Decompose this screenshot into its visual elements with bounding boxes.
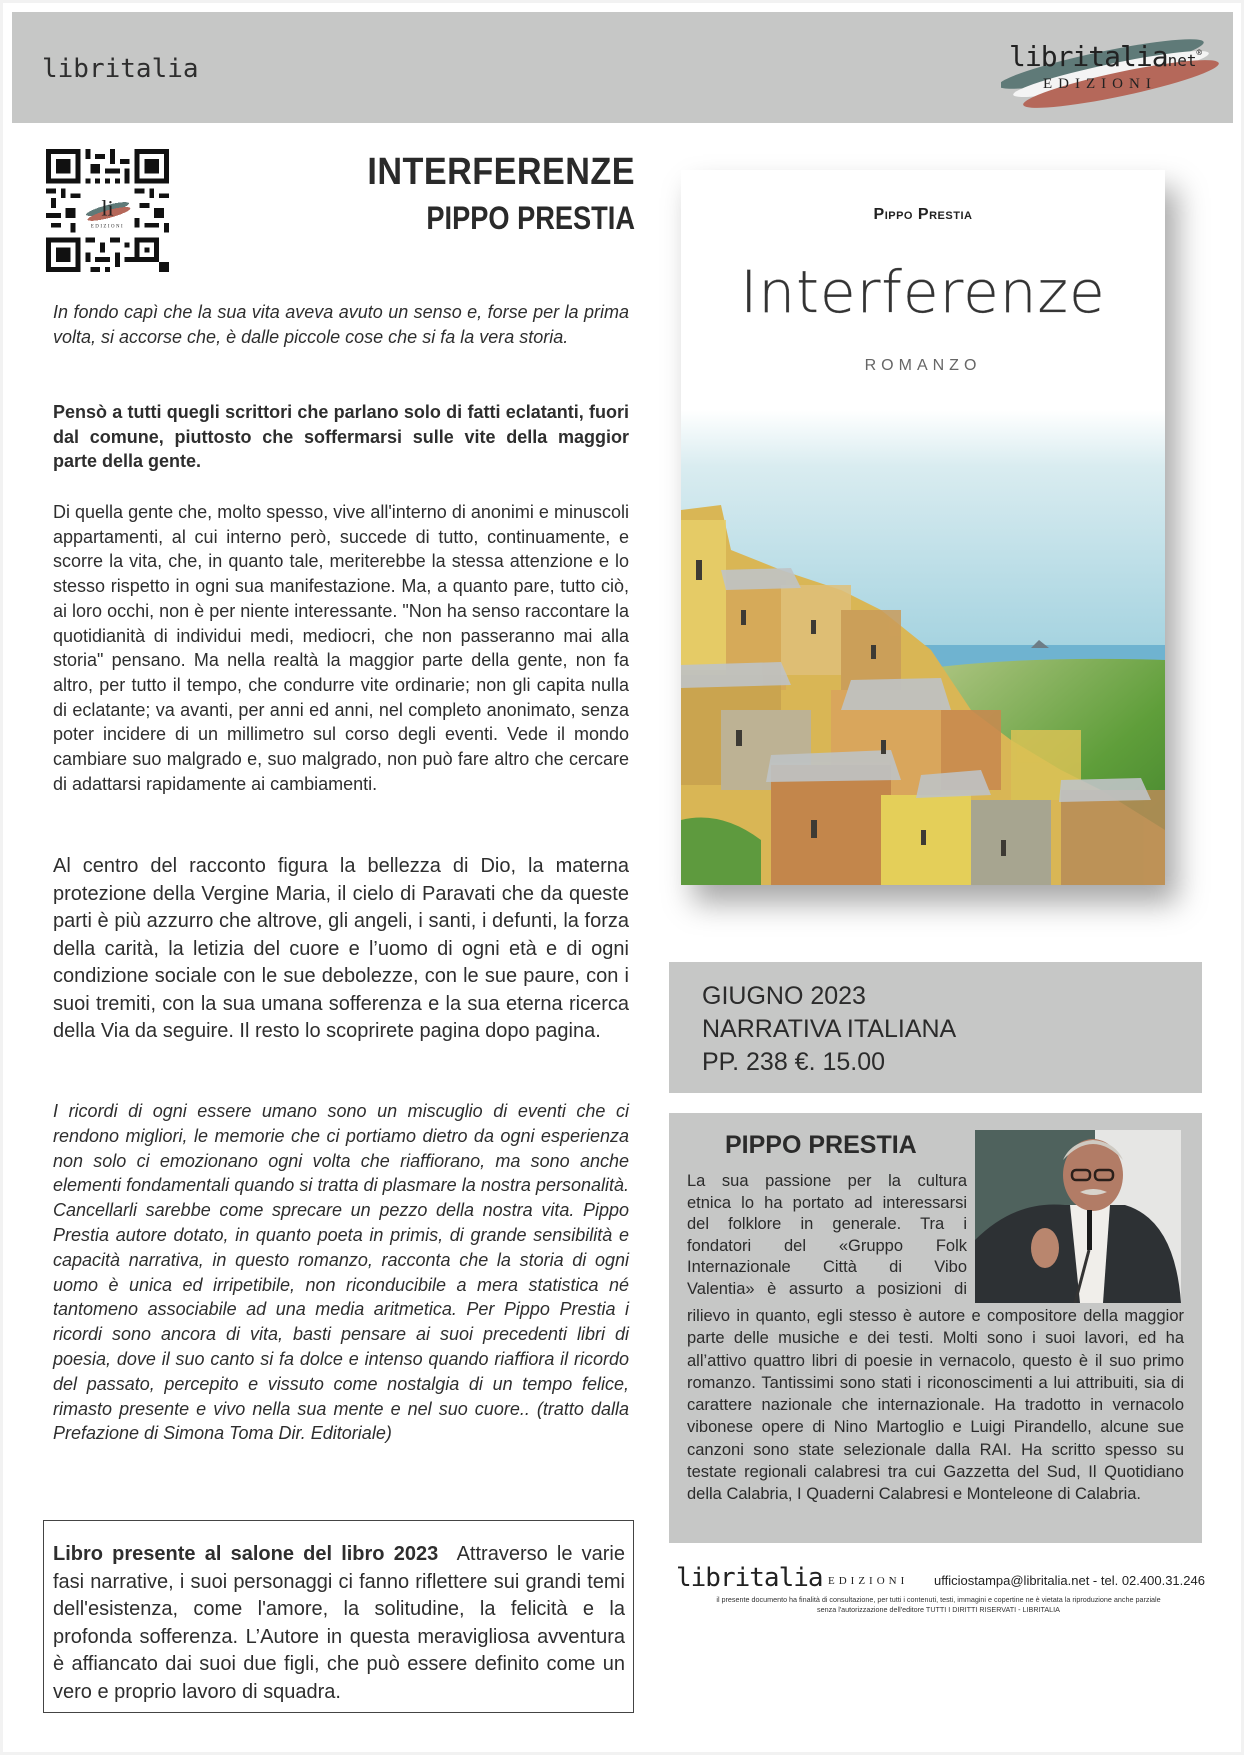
svg-text:EDIZIONI: EDIZIONI bbox=[90, 224, 125, 230]
salone-text: Attraverso le varie fasi narrative, i suoi personaggi ci fanno riflettere sui grandi temi dell'esistenza, come l'amore, la solitudine, la felicità e la profonda sofferenza. L’Autore in questa meravigliosa avventura è affiancato dai suoi due figli, che può essere definito come un vero e proprio lavoro di squadra. bbox=[53, 1543, 625, 1703]
logo-wordmark: libritalianet® bbox=[1009, 40, 1201, 73]
cover-author: Pippo Prestia bbox=[873, 206, 973, 223]
publisher-logo bbox=[1001, 22, 1221, 112]
document-page bbox=[3, 3, 1241, 1752]
footer-tagline: EDIZIONI bbox=[828, 1575, 909, 1587]
bio-author-name: PIPPO PRESTIA bbox=[725, 1131, 917, 1159]
bio-top-text: La sua passione per la cultura etnica lo ha portato ad interessarsi del folklore in generale. Tra i fondatori del «Gruppo Folk Internazionale Città di Vibo Valentia» è assurto a posizioni di bbox=[687, 1172, 967, 1298]
preface-paragraph: I ricordi di ogni essere umano sono un miscuglio di eventi che ci rendono migliori, le memorie che ci portiamo dietro da ogni esperienza non solo ci emozionano ogni volta che riaffiorano, ma sono anche elementi fondamentali quando si tratta di plasmare la nostra personalità. Cancellarli sarebbe come sprecare un pezzo della nostra vita. Pippo Prestia autore dotato, in quanto poeta in primis, di grande sensibilità e capacità narrativa, in questo romanzo, racconta che la storia di ogni uomo è unica ed irripetibile, non riconducibile a mera statistica né tantomeno associabile ad una media aritmetica. Per Pippo Prestia i ricordi sono ancora di vita, basti pensare ai suoi precedenti libri di poesia, dove il suo canto si fa dolce e intenso quando riaffiora il ricordo del passato, percepito e vissuto come nostalgia di un tempo felice, rimasto presente e vivo nella sua mente e nel suo cuore.. (tratto dalla Prefazione di Simona Toma Dir. Editoriale) bbox=[53, 1101, 629, 1444]
cover-painting-image bbox=[681, 410, 1165, 885]
publication-date: GIUGNO 2023 bbox=[702, 982, 866, 1010]
pages-price: PP. 238 €. 15.00 bbox=[702, 1048, 886, 1076]
author-bio-box bbox=[669, 1113, 1202, 1543]
bio-rest-text: rilievo in quanto, egli stesso è autore e compositore della maggior parte delle musiche e dei testi. Molti sono i suoi lavori, ed ha all’attivo quattro libri di poesie in vernacolo, questo è il suo primo romanzo. Tantissimi sono stati i riconoscimenti a lui attribuiti, sia di carattere nazionale che internazionale. Ha tradotto in vernacolo vibonese opere di Nino Martoglio e Luigi Pirandello, alcune sue canzoni sono state selezionale dalla RAI. Ha scritto spesso su testate regionali calabresi tra cui Gazzetta del Sud, Il Quotidiano della Calabria, I Quaderni Calabresi e Monteleone di Calabria. bbox=[687, 1307, 1184, 1504]
publication-genre: NARRATIVA ITALIANA bbox=[702, 1015, 957, 1043]
author-photo bbox=[975, 1130, 1181, 1303]
publication-info-box bbox=[669, 962, 1202, 1093]
footer-legal: il presente documento ha finalità di consultazione, per tutti i contenuti, testi, immagini e copertine ne è vietata la riproduzione anche parziale senza l'autorizzazione dell'editore TUTTI I DIRITTI RISERVATI - LIBRITALIA bbox=[716, 1595, 1161, 1614]
footer-logo: libritalia bbox=[676, 1563, 823, 1593]
intro-paragraph: In fondo capì che la sua vita aveva avuto un senso e, forse per la prima volta, si accorse che, è dalle piccole cose che si fa la vera storia. bbox=[53, 302, 629, 347]
qr-code-icon bbox=[46, 148, 169, 273]
header-band bbox=[12, 12, 1233, 123]
cover-title: Interferenze bbox=[740, 258, 1106, 326]
book-author: PIPPO PRESTIA bbox=[426, 200, 635, 236]
center-paragraph: Al centro del racconto figura la bellezza di Dio, la materna protezione della Vergine Maria, il cielo di Paravati che da queste parti è più azzurro che altrove, gli angeli, i santi, i defunti, la forza della carità, la letizia del cuore e l’uomo di ogni età e di ogni condizione sociale con le sue debolezze, con le sue paure, con i suoi tremiti, con la sua umana sofferenza e la sua eterna ricerca della Via da seguire. Il resto lo scoprirete pagina dopo pagina. bbox=[53, 855, 629, 1042]
qr-code[interactable] bbox=[46, 148, 169, 273]
bold-paragraph: Pensò a tutti quegli scrittori che parlano solo di fatti eclatanti, fuori dal comune, piuttosto che soffermarsi sulle vite della maggior parte della gente. bbox=[53, 402, 629, 472]
footer-contact[interactable]: ufficiostampa@libritalia.net - tel. 02.400.31.246 bbox=[934, 1573, 1205, 1588]
header-brand: libritalia bbox=[42, 54, 199, 84]
book-title: INTERFERENZE bbox=[367, 151, 635, 193]
book-cover bbox=[681, 170, 1165, 885]
svg-text:li: li bbox=[101, 195, 114, 221]
salone-lead: Libro presente al salone del libro 2023 bbox=[53, 1543, 439, 1565]
cover-subtitle: ROMANZO bbox=[864, 357, 982, 374]
salone-box bbox=[43, 1520, 634, 1713]
logo-tagline: EDIZIONI bbox=[1043, 76, 1157, 92]
body-paragraph: Di quella gente che, molto spesso, vive all'interno di anonimi e minuscoli appartamenti, al cui interno però, succede di tutto, continuamente, e scorre la vita, che, in quanto tale, meriterebbe la stessa attenzione e lo stesso rispetto in ogni sua manifestazione. Ma, a quanto pare, tutto ciò, ai loro occhi, non è per niente interessante. "Non ha senso raccontare la quotidianità di individui medi, mediocri, che non passeranno mai alla storia" pensano. Ma nella realtà la maggior parte della gente, non fa altro, per tutto il tempo, che condurre vite ordinarie; non gli capita nulla di eclatante; va avanti, per anni ed anni, nel completo anonimato, senza poter incidere di un millimetro sul corso degli eventi. Vede il mondo cambiare suo malgrado e, suo malgrado, non può fare altro che cercare di adattarsi rapidamente ai cambiamenti. bbox=[53, 502, 629, 794]
